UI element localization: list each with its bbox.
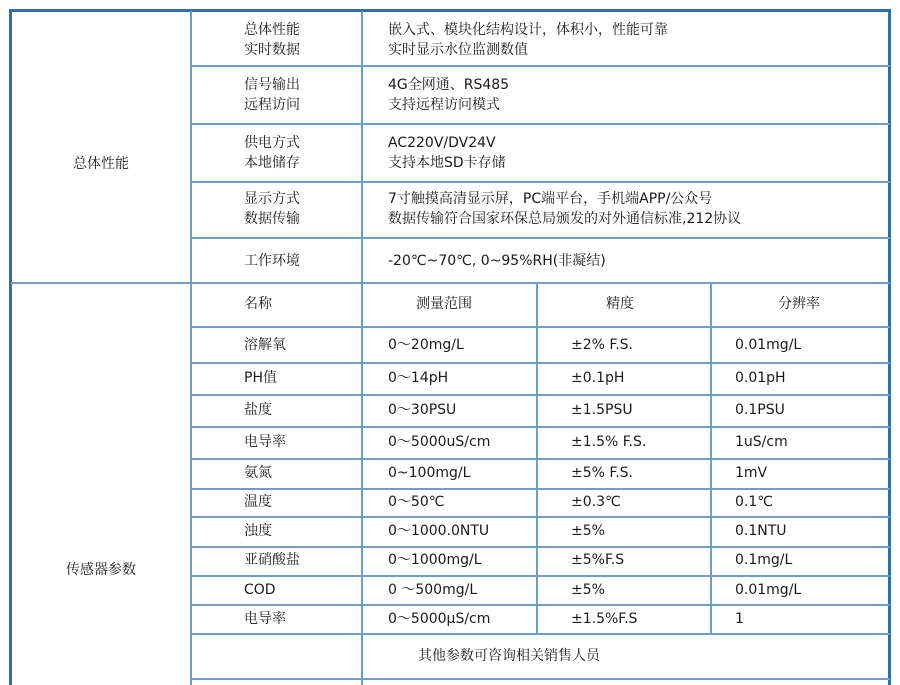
sensor-precision: ±1.5PSU — [571, 402, 633, 418]
footer-note: 其他参数可咨询相关销售人员 — [418, 648, 600, 664]
sensor-precision: ±0.3℃ — [571, 494, 621, 510]
sensor-precision: ±5% — [571, 582, 605, 598]
sensor-range: 0～20mg/L — [388, 337, 464, 353]
column-divider — [190, 11, 192, 685]
row-divider — [190, 394, 890, 396]
sensor-resolution: 0.01mg/L — [735, 337, 802, 353]
sensor-name: PH值 — [244, 370, 277, 386]
sensor-precision: ±0.1pH — [571, 370, 625, 386]
sensor-name: 氨氮 — [244, 465, 272, 481]
overall-value: 4G全网通、RS485 — [388, 77, 510, 93]
row-divider — [190, 633, 890, 635]
row-divider — [190, 458, 890, 460]
sensor-resolution: 1mV — [735, 465, 768, 481]
sensor-name: 浊度 — [244, 523, 272, 539]
column-header-resolution: 分辨率 — [778, 296, 820, 312]
overall-value: -20℃~70℃, 0~95%RH(非凝结) — [388, 253, 606, 269]
sensor-range: 0～50℃ — [388, 494, 445, 510]
sensor-precision: ±2% F.S. — [571, 337, 633, 353]
sensor-range: 0～5000μS/cm — [388, 611, 491, 627]
overall-label: 工作环境 — [244, 253, 300, 269]
table-left-border — [9, 9, 12, 685]
row-divider — [190, 362, 890, 364]
overall-label: 显示方式 — [244, 191, 300, 207]
table-top-border — [9, 9, 891, 12]
sensor-resolution: 0.01mg/L — [735, 582, 802, 598]
overall-value: 支持本地SD卡存储 — [388, 155, 506, 171]
sensor-resolution: 0.1NTU — [735, 523, 787, 539]
sensor-resolution: 0.1℃ — [735, 494, 773, 510]
overall-value: 7寸触摸高清显示屏，PC端平台，手机端APP/公众号 — [388, 191, 713, 207]
sensor-range: 0～5000uS/cm — [388, 434, 491, 450]
column-divider — [536, 283, 538, 634]
sensor-resolution: 0.1mg/L — [735, 552, 793, 568]
sensor-name: 盐度 — [244, 402, 272, 418]
row-divider — [190, 426, 890, 428]
overall-label: 数据传输 — [244, 211, 300, 227]
row-divider — [190, 546, 890, 548]
row-divider — [190, 516, 890, 518]
sensor-name: COD — [244, 582, 276, 598]
sensor-range: 0～1000mg/L — [388, 552, 482, 568]
sensor-precision: ±1.5% F.S. — [571, 434, 647, 450]
row-divider — [190, 181, 890, 183]
overall-label: 远程访问 — [244, 97, 300, 113]
overall-value: 实时显示水位监测数值 — [388, 42, 528, 58]
sensor-resolution: 1uS/cm — [735, 434, 788, 450]
sensor-resolution: 0.1PSU — [735, 402, 785, 418]
overall-label: 信号输出 — [244, 77, 300, 93]
section-divider — [11, 282, 890, 284]
row-divider — [190, 678, 890, 680]
row-divider — [190, 326, 890, 328]
section-title-sensor: 传感器参数 — [66, 562, 136, 578]
section-title-overall: 总体性能 — [73, 156, 129, 172]
column-header-range: 测量范围 — [416, 296, 472, 312]
overall-value: 支持远程访问模式 — [388, 97, 500, 113]
sensor-name: 温度 — [244, 494, 272, 510]
overall-label: 总体性能 — [244, 22, 300, 38]
row-divider — [190, 488, 890, 490]
row-divider — [190, 123, 890, 125]
sensor-name: 电导率 — [244, 611, 286, 627]
overall-label: 实时数据 — [244, 42, 300, 58]
sensor-resolution: 0.01pH — [735, 370, 786, 386]
table-right-border — [888, 9, 891, 685]
sensor-name: 亚硝酸盐 — [244, 552, 300, 568]
sensor-range: 0～30PSU — [388, 402, 457, 418]
sensor-range: 0～1000.0NTU — [388, 523, 490, 539]
overall-value: AC220V/DV24V — [388, 135, 496, 151]
sensor-name: 电导率 — [244, 434, 286, 450]
sensor-precision: ±5%F.S — [571, 552, 625, 568]
sensor-resolution: 1 — [735, 611, 744, 627]
overall-value: 数据传输符合国家环保总局颁发的对外通信标准,212协议 — [388, 211, 742, 227]
overall-label: 本地储存 — [244, 155, 300, 171]
row-divider — [190, 65, 890, 67]
sensor-precision: ±5% — [571, 523, 605, 539]
sensor-precision: ±1.5%F.S — [571, 611, 638, 627]
row-divider — [190, 604, 890, 606]
sensor-name: 溶解氧 — [244, 337, 286, 353]
column-header-name: 名称 — [244, 296, 272, 312]
row-divider — [190, 237, 890, 239]
sensor-range: 0~100mg/L — [388, 465, 471, 481]
sensor-precision: ±5% F.S. — [571, 465, 633, 481]
sensor-range: 0 ～500mg/L — [388, 582, 478, 598]
column-header-precision: 精度 — [606, 296, 634, 312]
column-divider — [710, 283, 712, 634]
overall-label: 供电方式 — [244, 135, 300, 151]
overall-value: 嵌入式、模块化结构设计，体积小，性能可靠 — [388, 22, 668, 38]
row-divider — [190, 575, 890, 577]
sensor-range: 0～14pH — [388, 370, 449, 386]
column-divider — [361, 11, 363, 685]
